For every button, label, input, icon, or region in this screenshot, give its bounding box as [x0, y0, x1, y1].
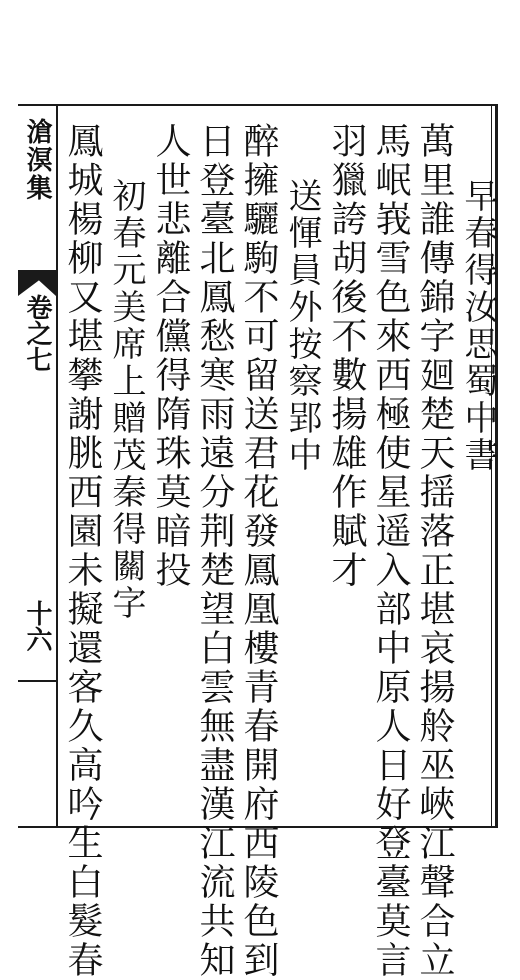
- poem-line: 醉擁驪駒不可留送君花發鳳凰樓青春開府西陵色到: [238, 122, 279, 980]
- frame-top-line: [18, 104, 498, 106]
- poem-title-1: 早春得汝思蜀中書: [458, 178, 498, 474]
- poem-line: 羽獵誇胡後不數揚雄作賦才: [326, 122, 367, 590]
- center-fold: [18, 104, 58, 828]
- fold-book-title: 滄溟集: [22, 118, 52, 202]
- poem-line: 人世悲離合儻得隋珠莫暗投: [150, 122, 191, 590]
- fold-page-number: 十六: [22, 600, 52, 652]
- poem-title-3: 初春元美席上贈茂秦得關字: [106, 178, 146, 622]
- fold-juan-label: 卷之七: [22, 294, 52, 372]
- poem-line: 馬岷峩雪色來西極使星遥入部中原人日好登臺莫言: [370, 122, 411, 980]
- poem-line: 日登臺北鳳愁寒雨遠分荆楚望白雲無盡漢江流共知: [194, 122, 235, 980]
- fold-divider: [18, 680, 56, 682]
- poem-line: 萬里誰傳錦字廻楚天揺落正堪哀揚舲巫峽江聲合立: [414, 122, 455, 980]
- poem-title-2: 送惲員外按察郢中: [282, 178, 322, 474]
- poem-line: 鳳城楊柳又堪攀謝朓西園未擬還客久高吟生白髮春: [62, 122, 103, 980]
